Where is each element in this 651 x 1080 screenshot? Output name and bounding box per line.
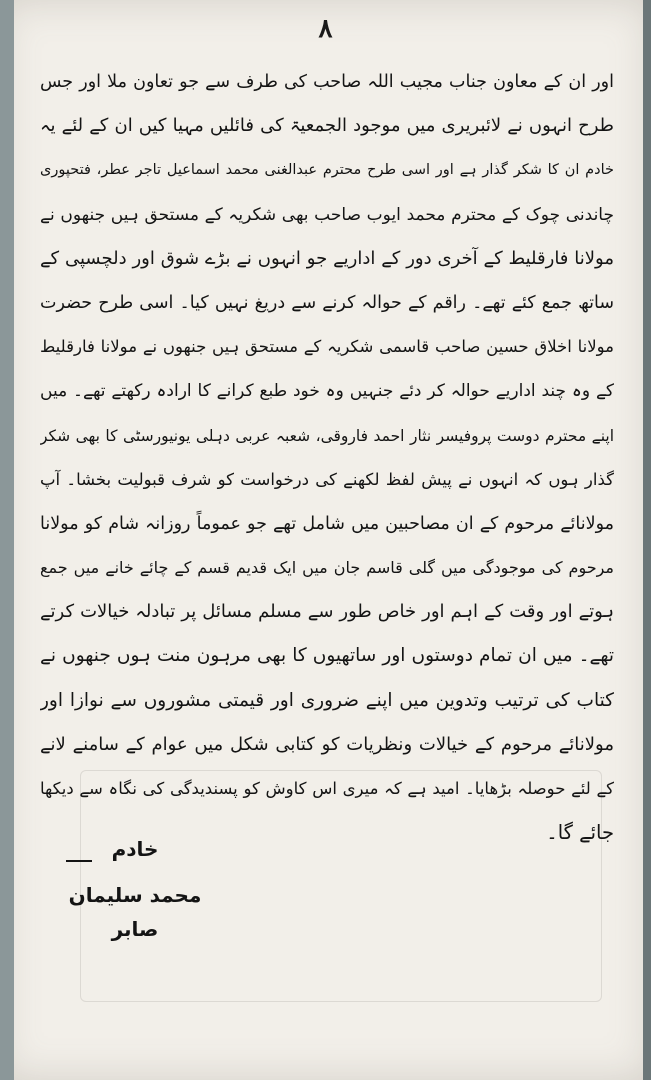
page-number: ۸ (318, 14, 333, 44)
text-line: مرحوم کی موجودگی میں گلی قاسم جان میں ایک قدیم قسم کے چائے خانے میں جمع (40, 558, 614, 578)
text-line: مولانا اخلاق حسین صاحب قاسمی شکریہ کے مستحق ہیں جنھوں نے مولانا فارقلیط (40, 337, 614, 357)
text-line: ہوتے اور وقت کے اہم اور خاص طور سے مسلم مسائل پر تبادلہ خیالات کرتے (40, 601, 614, 623)
text-line: کے لئے حوصلہ بڑھایا۔ امید ہے کہ میری اس کاوش کو پسندیدگی کی نگاہ سے دیکھا (40, 779, 614, 798)
signature-name: محمد سلیمان صابر (68, 883, 202, 941)
acknowledgement-paragraph (40, 60, 614, 855)
signature-dash (66, 860, 92, 862)
text-line: طرح انہوں نے لائبریری میں موجود الجمعیۃ کی فائلیں مہیا کیں ان کے لئے یہ (40, 115, 614, 137)
text-line: چاندنی چوک کے محترم محمد ایوب صاحب بھی شکریہ کے مستحق ہیں جنھوں نے (40, 204, 614, 225)
signature-block (60, 832, 210, 946)
text-line: مولانا فارقلیط کے آخری دور کے اداریے جو انہوں نے بڑے شوق اور دلچسپی کے (40, 247, 614, 269)
text-line: خادم ان کا شکر گذار ہے اور اسی طرح محترم عبدالغنی محمد اسماعیل تاجر عطر، فتحپوری (40, 162, 614, 179)
text-line: کتاب کی ترتیب وتدوین میں اپنے ضروری اور قیمتی مشوروں سے نوازا اور (40, 689, 614, 711)
text-line: مولانائے مرحوم کے ان مصاحبین میں شامل تھے جو عموماً روزانہ شام کو مولانا (40, 513, 614, 534)
text-line: گذار ہوں کہ انہوں نے پیش لفظ لکھنے کی درخواست کو شرف قبولیت بخشا۔ آپ (40, 469, 614, 489)
text-line: کے وہ چند اداریے حوالہ کر دئے جنہیں وہ خود طبع کرانے کا ارادہ رکھتے تھے۔ میں (40, 381, 614, 402)
text-line-last: جائے گا۔ (546, 821, 614, 845)
text-line: اپنے محترم دوست پروفیسر نثار احمد فاروقی، شعبہ عربی دہلی یونیورسٹی کا بھی شکر (40, 426, 614, 445)
text-line: ساتھ جمع کئے تھے۔ راقم کے حوالہ کرنے سے دریغ نہیں کیا۔ اسی طرح حضرت (40, 292, 614, 313)
text-line: اور ان کے معاون جناب مجیب اللہ صاحب کی طرف سے جو تعاون ملا اور جس (40, 72, 614, 92)
text-line: تھے۔ میں ان تمام دوستوں اور ساتھیوں کا بھی مرہون منت ہوں جنھوں نے (40, 645, 614, 667)
signature-title: خادم (111, 837, 159, 861)
page-right-edge (643, 0, 651, 1080)
text-line: مولانائے مرحوم کے خیالات ونظریات کو کتابی شکل میں عوام کے سامنے لانے (40, 733, 614, 755)
page-left-edge (0, 0, 14, 1080)
